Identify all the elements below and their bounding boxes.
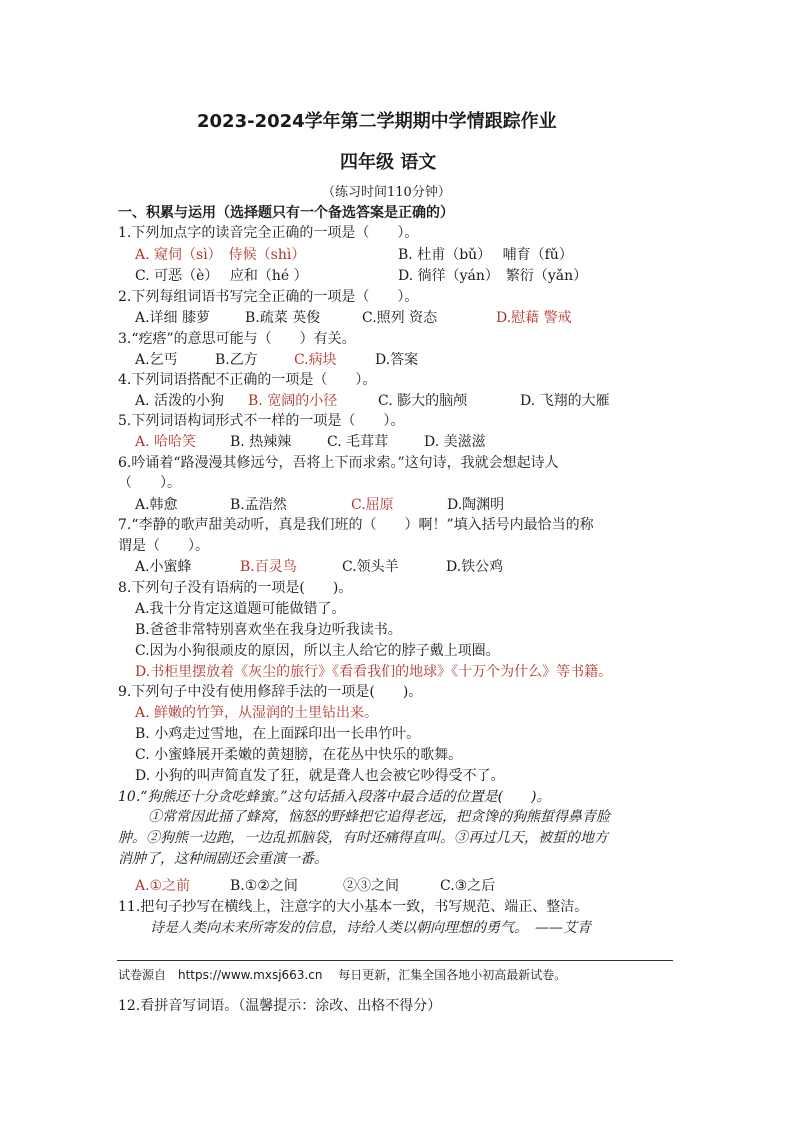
q10-option-d: C.③之后 [440,878,496,894]
q2-option-b: B.疏菜 英俊 [245,310,321,326]
q5-stem: 5.下列词语构词形式不一样的一项是（ ）。 [118,413,405,429]
q10-passage-line2: 肿。②狗熊一边跑，一边乱抓脑袋，有时还痛得直叫。③再过几天，被蜇的地方 [118,830,608,846]
q1-option-c: C. 可恶（è） 应和（hé ） [135,268,308,284]
q10-stem: 10.“狗熊还十分贪吃蜂蜜。”这句话插入段落中最合适的位置是( )。 [118,789,551,805]
q4-option-b: B. 宽阔的小径 [248,393,338,409]
q4-option-a: A. 活泼的小狗 [135,393,225,409]
q8-option-a: A.我十分肯定这道题可能做错了。 [135,601,346,617]
footer-divider [117,960,673,961]
q10-passage-line1: ①常常因此捅了蜂窝，恼怒的野蜂把它追得老远，把贪馋的狗熊蜇得鼻青脸 [148,809,610,825]
section-heading: 一、积累与运用（选择题只有一个备选答案是正确的） [118,205,454,221]
q12-stem: 12.看拼音写词语。（温馨提示：涂改、出格不得分） [118,998,442,1014]
q7-option-c: C.领头羊 [342,559,399,575]
q9-option-a: A. 鲜嫩的竹笋，从湿润的土里钻出来。 [135,705,379,721]
q10-option-b: B.①②之间 [230,878,298,894]
q5-option-d: D. 美滋滋 [424,434,486,450]
source-footer: 试卷源自 https://www.mxsj663.cn 每日更新，汇集全国各地小初高最新试卷。 [118,968,567,982]
q6-stem-cont: （ ）。 [118,475,181,491]
q5-option-c: C. 毛茸茸 [327,434,389,450]
q1-option-a: A. 窥伺（sì） 侍候（shì） [135,247,306,263]
q4-stem: 4.下列词语搭配不正确的一项是（ ）。 [118,372,377,388]
time-note: （练习时间110分钟） [322,185,451,200]
q3-option-d: D.答案 [375,352,419,368]
q4-option-d: D. 飞翔的大雁 [520,393,610,409]
q11-quote: 诗是人类向未来所寄发的信息，诗给人类以朝向理想的勇气。 ——艾青 [150,920,591,936]
q2-stem: 2.下列每组词语书写完全正确的一项是（ ）。 [118,289,419,305]
q9-option-c: C. 小蜜蜂展开柔嫩的黄翅膀，在花丛中快乐的歌舞。 [135,747,463,763]
q9-option-d: D. 小狗的叫声简直发了狂，就是聋人也会被它吵得受不了。 [135,768,505,784]
q2-option-c: C.照列 资态 [362,310,438,326]
q2-option-d: D.慰藉 警戒 [496,310,572,326]
q3-option-c: C.病块 [294,352,337,368]
q10-option-a: A.①之前 [135,878,191,894]
q3-option-b: B.乙方 [215,352,258,368]
q9-stem: 9.下列句子中没有使用修辞手法的一项是( )。 [118,684,423,700]
q7-stem: 7.“李静的歌声甜美动听，真是我们班的（ ）啊！”填入括号内最恰当的称 [118,517,594,533]
q10-passage-line3: 消肿了，这种闹剧还会重演一番。 [118,851,328,867]
q9-option-b: B. 小鸡走过雪地，在上面踩印出一长串竹叶。 [135,726,421,742]
q10-option-c: ②③之间 [343,878,399,894]
q6-option-b: B.孟浩然 [230,497,287,513]
q2-option-a: A.详细 膝萝 [135,310,211,326]
q7-option-b: B.百灵鸟 [240,559,297,575]
q6-stem: 6.吟诵着“路漫漫其修远兮，吾将上下而求索。”这句诗，我就会想起诗人 [118,455,559,471]
q6-option-c: C.屈原 [351,497,394,513]
q8-stem: 8.下列句子没有语病的一项是( )。 [118,580,353,596]
q1-option-b: B. 杜甫（bǔ） 哺育（fǔ） [398,247,573,263]
q7-option-a: A.小蜜蜂 [135,559,192,575]
q6-option-d: D.陶渊明 [447,497,505,513]
q3-option-a: A.乞丐 [135,352,178,368]
q8-option-d: D.书柜里摆放着《灰尘的旅行》《看看我们的地球》《十万个为什么》等书籍。 [135,664,613,680]
q6-option-a: A.韩愈 [135,497,178,513]
exam-title: 2023-2024学年第二学期期中学情跟踪作业 [197,111,557,132]
q8-option-c: C.因为小狗很顽皮的原因，所以主人给它的脖子戴上项圈。 [135,643,500,659]
q4-option-c: C. 膨大的脑颅 [378,393,468,409]
q7-stem-cont: 谓是（ ）。 [118,538,209,554]
q3-stem: 3.“疙瘩”的意思可能与（ ）有关。 [118,331,356,347]
q8-option-b: B.爸爸非常特别喜欢坐在我身边听我读书。 [135,622,402,638]
q1-stem: 1.下列加点字的读音完全正确的一项是（ ）。 [118,225,419,241]
q1-option-d: D. 徜徉（yán） 繁衍（yǎn） [398,268,588,284]
q5-option-a: A. 哈哈笑 [135,434,197,450]
q11-stem: 11.把句子抄写在横线上，注意字的大小基本一致，书写规范、端正、整洁。 [118,899,589,915]
q5-option-b: B. 热辣辣 [230,434,292,450]
exam-subtitle: 四年级 语文 [340,152,437,173]
q7-option-d: D.铁公鸡 [446,559,504,575]
